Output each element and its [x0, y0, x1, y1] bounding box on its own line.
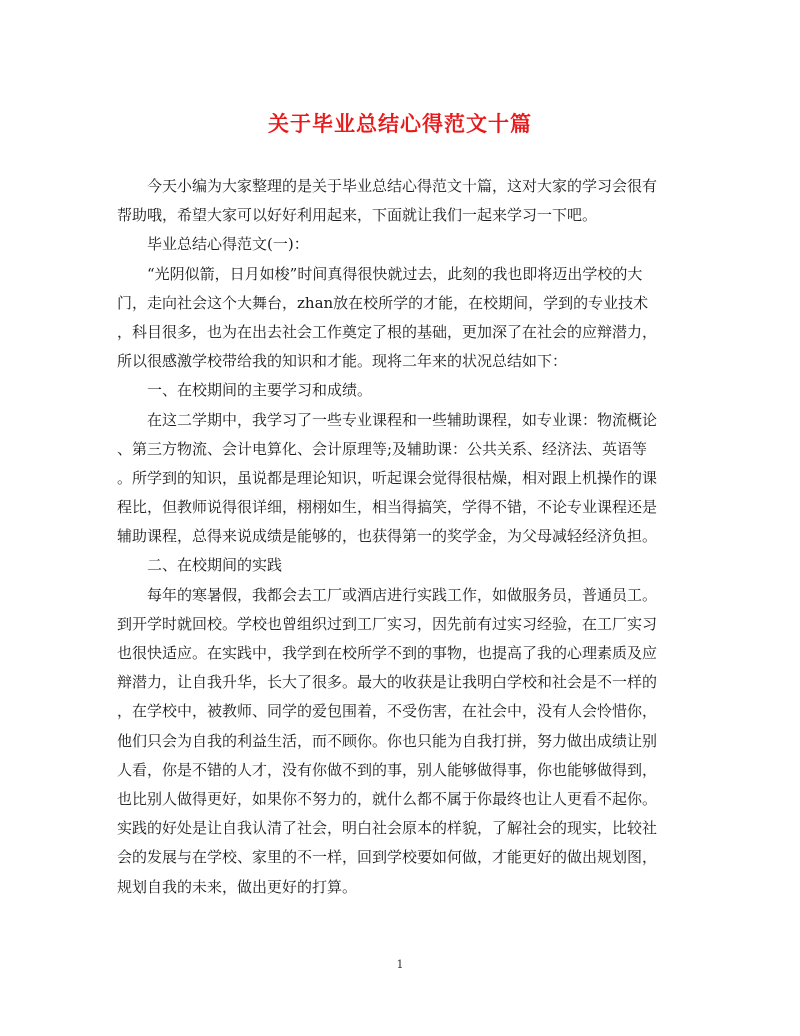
- paragraph-practice-line-5: ，在学校中，被教师、同学的爱包围着，不受伤害，在社会中，没有人会怜惜你，: [117, 702, 658, 721]
- paragraph-practice-line-2: 到开学时就回校。学校也曾组织过到工厂实习，因先前有过实习经验，在工厂实习: [117, 614, 658, 633]
- paragraph-practice-line-11: 规划自我的未来，做出更好的打算。: [117, 877, 358, 896]
- paragraph-study-line-5: 辅助课程，总得来说成绩是能够的，也获得第一的奖学金，为父母减轻经济负担。: [117, 527, 658, 546]
- paragraph-practice-line-6: 他们只会为自我的利益生活，而不顾你。你也只能为自我打拼，努力做出成绩让别: [117, 731, 658, 750]
- paragraph-opening-line-2: 门，走向社会这个大舞台，zhan放在校所学的才能，在校期间，学到的专业技术: [117, 293, 649, 312]
- paragraph-opening-line-1: “光阴似箭，日月如梭”时间真得很快就过去，此刻的我也即将迈出学校的大: [147, 264, 643, 283]
- paragraph-intro-line-2: 帮助哦，希望大家可以好好利用起来，下面就让我们一起来学习一下吧。: [117, 206, 598, 225]
- section-heading-study: 一、在校期间的主要学习和成绩。: [147, 381, 373, 400]
- paragraph-practice-line-7: 人看，你是不错的人才，没有你做不到的事，别人能够做得事，你也能够做得到，: [117, 760, 658, 779]
- paragraph-practice-line-8: 也比别人做得更好，如果你不努力的，就什么都不属于你最终也让人更看不起你。: [117, 789, 658, 808]
- paragraph-study-line-1: 在这二学期中，我学习了一些专业课程和一些辅助课程，如专业课：物流概论: [147, 410, 658, 429]
- paragraph-opening-line-4: 所以很感激学校带给我的知识和才能。现将二年来的状况总结如下：: [117, 352, 568, 371]
- paragraph-study-line-3: 。所学到的知识，虽说都是理论知识，听起课会觉得很枯燥，相对跟上机操作的课: [117, 468, 658, 487]
- paragraph-study-line-2: 、第三方物流、会计电算化、会计原理等;及辅助课：公共关系、经济法、英语等: [117, 439, 648, 458]
- section-heading-practice: 二、在校期间的实践: [147, 556, 283, 575]
- paragraph-practice-line-1: 每年的寒暑假，我都会去工厂或酒店进行实践工作，如做服务员，普通员工。: [147, 585, 658, 604]
- paragraph-study-line-4: 程比，但教师说得很详细，栩栩如生，相当得搞笑，学得不错，不论专业课程还是: [117, 498, 658, 517]
- document-title: 关于毕业总结心得范文十篇: [268, 111, 532, 136]
- paragraph-practice-line-3: 也很快适应。在实践中，我学到在校所学不到的事物，也提高了我的心理素质及应: [117, 644, 658, 662]
- paragraph-intro-line-1: 今天小编为大家整理的是关于毕业总结心得范文十篇，这对大家的学习会很有: [147, 177, 658, 195]
- document-body: [117, 172, 683, 902]
- paragraph-opening-line-3: ，科目很多，也为在出去社会工作奠定了根的基础，更加深了在社会的应辩潜力，: [117, 322, 658, 341]
- page-number: 1: [396, 958, 404, 971]
- section-heading-sample-1: 毕业总结心得范文(一)：: [147, 235, 309, 254]
- paragraph-practice-line-9: 实践的好处是让自我认清了社会，明白社会原本的样貌，了解社会的现实，比较社: [117, 819, 658, 838]
- paragraph-practice-line-4: 辩潜力，让自我升华，长大了很多。最大的收获是让我明白学校和社会是不一样的: [117, 673, 658, 692]
- paragraph-practice-line-10: 会的发展与在学校、家里的不一样，回到学校要如何做，才能更好的做出规划图，: [117, 848, 658, 867]
